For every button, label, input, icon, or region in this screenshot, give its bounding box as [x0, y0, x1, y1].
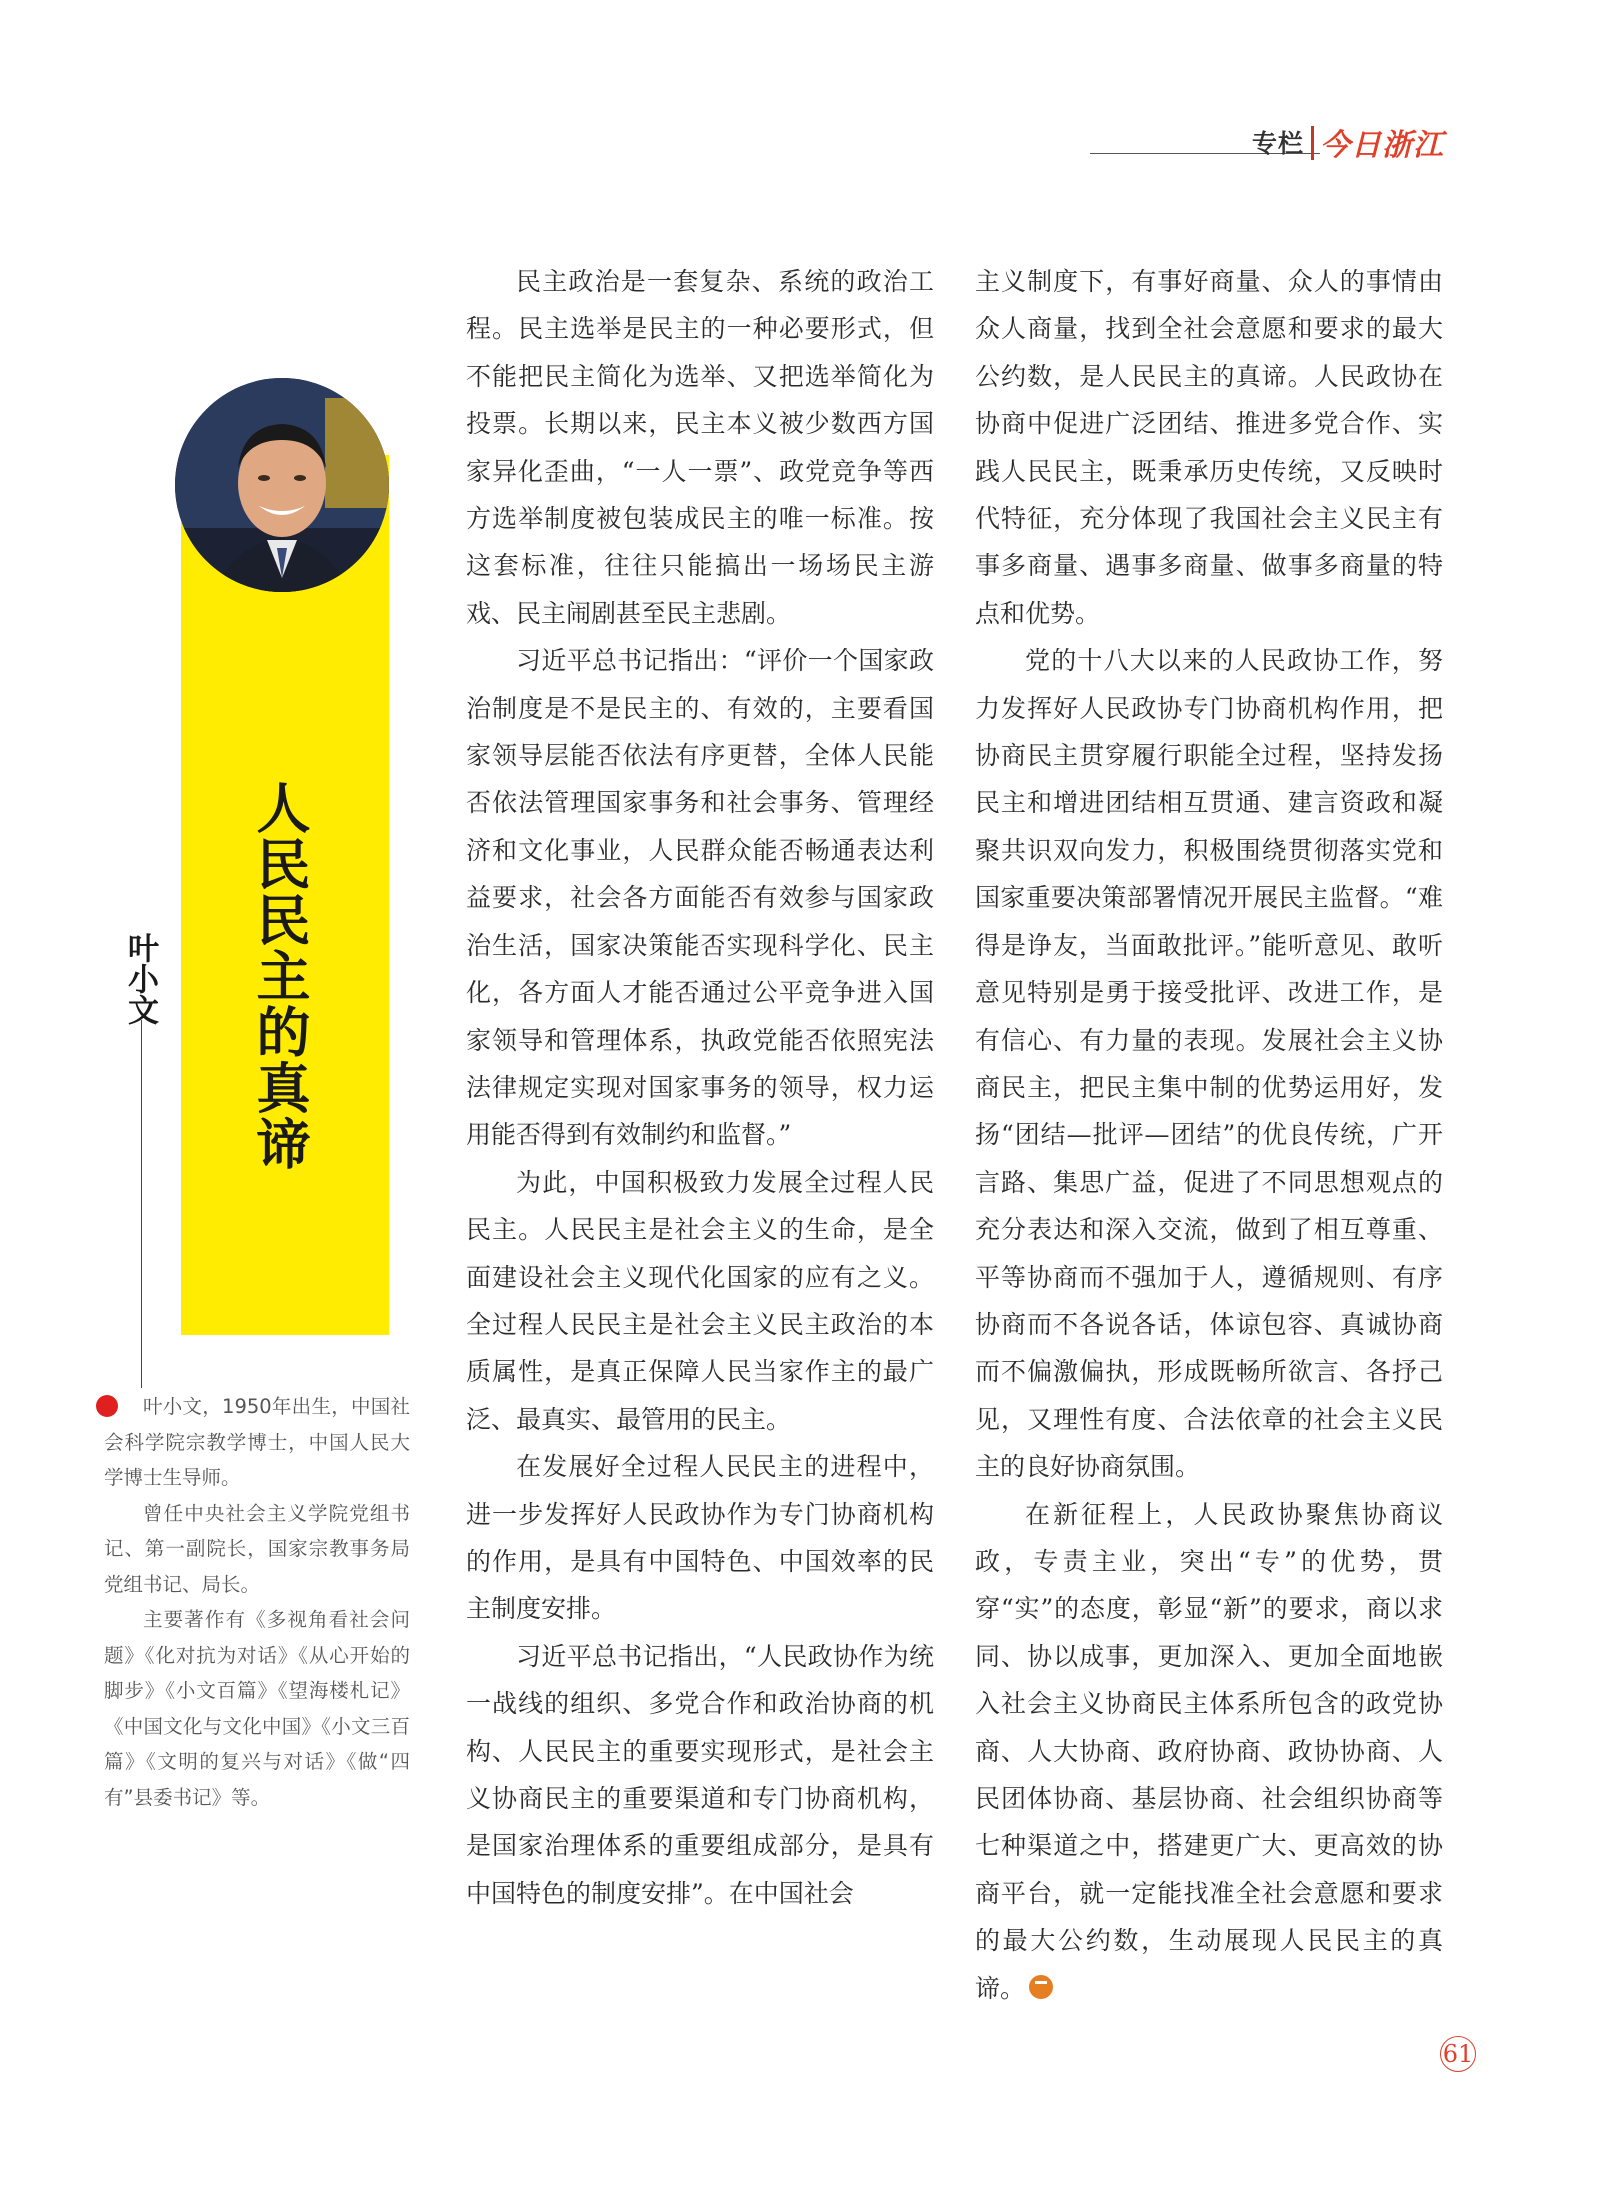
- body-paragraph: 在发展好全过程人民民主的进程中，进一步发挥好人民政协作为专门协商机构的作用，是具有中国特色、中国效率的民主制度安排。: [466, 1452, 934, 1624]
- body-paragraph: 习近平总书记指出，“人民政协作为统一战线的组织、多党合作和政治协商的机构、人民民主的重要实现形式，是社会主义协商民主的重要渠道和专门协商机构，是国家治理体系的重要组成部分，是具有中国特色的制度安排”。在中国社会: [466, 1641, 934, 1908]
- header-divider: [1311, 126, 1314, 160]
- body-paragraph: [975, 1491, 1443, 2012]
- end-mark-icon: [1029, 1975, 1053, 1999]
- body-paragraph: 为此，中国积极致力发展全过程人民民主。人民民主是社会主义的生命，是全面建设社会主义现代化国家的应有之义。全过程人民民主是社会主义民主政治的本质属性，是真正保障人民当家作主的最广泛、最真实、最管用的民主。: [466, 1167, 934, 1434]
- bio-paragraph: 曾任中央社会主义学院党组书记、第一副院长，国家宗教事务局党组书记、局长。: [104, 1501, 410, 1596]
- body-column-1: [466, 258, 934, 1917]
- author-name: 叶小文: [122, 932, 158, 1025]
- final-paragraph-text: 在新征程上，人民政协聚焦协商议政，专责主业，突出“专”的优势，贯穿“实”的态度，彰显“新”的要求，商以求同、协以成事，更加深入、更加全面地嵌入社会主义协商民主体系所包含的政党协商、人大协商、政府协商、政协协商、人民团体协商、基层协商、社会组织协商等七种渠道之中，搭建更广大、更高效的协商平台，就一定能找准全社会意愿和要求的最大公约数，生动展现人民民主的真谛。: [975, 1499, 1443, 2003]
- article-title: 人民民主的真谛: [248, 780, 311, 1172]
- body-paragraph: 主义制度下，有事好商量、众人的事情由众人商量，找到全社会意愿和要求的最大公约数，是人民民主的真谛。人民政协在协商中促进广泛团结、推进多党合作、实践人民民主，既秉承历史传统，又反映时代特征，充分体现了我国社会主义民主有事多商量、遇事多商量、做事多商量的特点和优势。: [975, 267, 1443, 628]
- author-portrait-icon: [175, 378, 389, 592]
- magazine-brand: 今日浙江: [1320, 128, 1444, 163]
- body-paragraph: 习近平总书记指出：“评价一个国家政治制度是不是民主的、有效的，主要看国家领导层能否依法有序更替，全体人民能否依法管理国家事务和社会事务、管理经济和文化事业，人民群众能否畅通表达利益要求，社会各方面能否有效参与国家政治生活，国家决策能否实现科学化、民主化，各方面人才能否通过公平竞争进入国家领导和管理体系，执政党能否依照宪法法律规定实现对国家事务的领导，权力运用能否得到有效制约和监督。”: [466, 646, 934, 1150]
- author-bio: [104, 1389, 410, 1815]
- bio-paragraph: 主要著作有《多视角看社会问题》《化对抗为对话》《从心开始的脚步》《小文百篇》《望海楼札记》《中国文化与文化中国》《小文三百篇》《文明的复兴与对话》《做“四有”县委书记》等。: [104, 1608, 410, 1809]
- author-rule: [141, 1020, 142, 1388]
- body-paragraph: 民主政治是一套复杂、系统的政治工程。民主选举是民主的一种必要形式，但不能把民主简化为选举、又把选举简化为投票。长期以来，民主本义被少数西方国家异化歪曲，“一人一票”、政党竞争等西方选举制度被包装成民主的唯一标准。按这套标准，往往只能搞出一场场民主游戏、民主闹剧甚至民主悲剧。: [466, 267, 934, 628]
- body-column-2: [975, 258, 1443, 2012]
- page-number: 61: [1440, 2036, 1476, 2072]
- body-paragraph: 党的十八大以来的人民政协工作，努力发挥好人民政协专门协商机构作用，把协商民主贯穿履行职能全过程，坚持发扬民主和增进团结相互贯通、建言资政和凝聚共识双向发力，积极围绕贯彻落实党和国家重要决策部署情况开展民主监督。“难得是诤友，当面敢批评。”能听意见、敢听意见特别是勇于接受批评、改进工作，是有信心、有力量的表现。发展社会主义协商民主，把民主集中制的优势运用好，发扬“团结—批评—团结”的优良传统，广开言路、集思广益，促进了不同思想观点的充分表达和深入交流，做到了相互尊重、平等协商而不强加于人，遵循规则、有序协商而不各说各话，体谅包容、真诚协商而不偏激偏执，形成既畅所欲言、各抒己见，又理性有度、合法依章的社会主义民主的良好协商氛围。: [975, 646, 1443, 1482]
- column-label: 专栏: [1252, 129, 1305, 158]
- bio-paragraph: 叶小文，1950年出生，中国社会科学院宗教学博士，中国人民大学博士生导师。: [104, 1395, 410, 1489]
